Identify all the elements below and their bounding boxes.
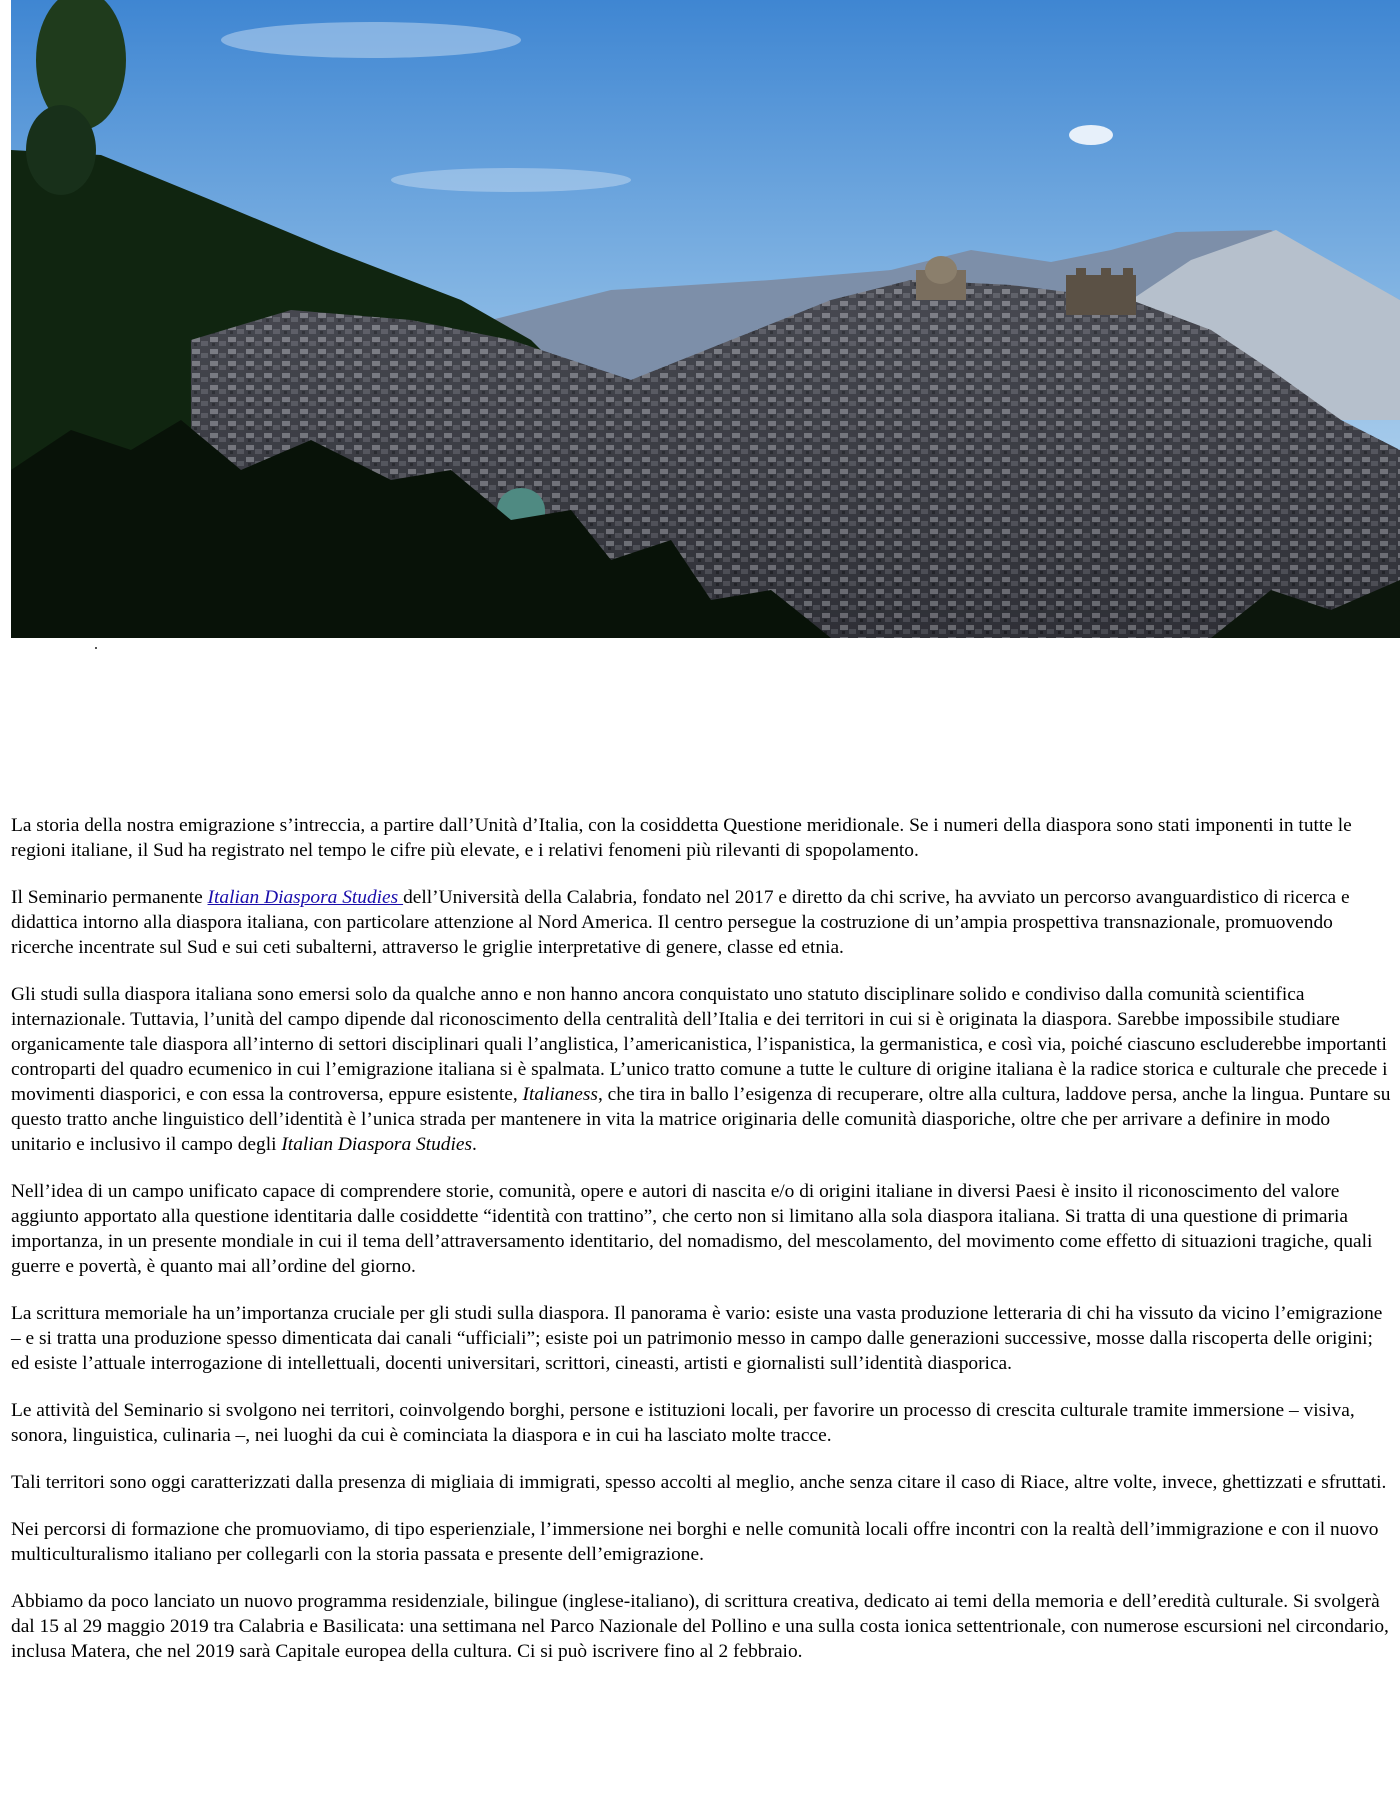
paragraph-6: Le attività del Seminario si svolgono nei territori, coinvolgendo borghi, persone e istituzioni locali, per favorire un processo di crescita culturale tramite immersione – visiva, sonora, linguistica, culinaria –, nei luoghi da cui è cominciata la diaspora e in cui ha lasciato molte tracce. xyxy=(11,1400,1355,1446)
paragraph-2-start: Il Seminario permanente xyxy=(11,887,208,908)
paragraph-4: Nell’idea di un campo unificato capace di comprendere storie, comunità, opere e autori di nascita e/o di origini italiane in diversi Paesi è insito il riconoscimento del valore aggiunto apportato alla questione identitaria dalle cosiddette “identità con trattino”, che certo non si limitano alla sola diaspora italiana. Si tratta di una questione di primaria importanza, in un presente mondiale in cui il tema dell’attraversamento identitario, del nomadismo, del mescolamento, del movimento come effetto di situazioni tragiche, quali guerre e povertà, è quanto mai all’ordine del giorno. xyxy=(11,1181,1373,1277)
paragraph-1: La storia della nostra emigrazione s’intreccia, a partire dall’Unità d’Italia, con la cosiddetta Questione meridionale. Se i numeri della diaspora sono stati imponenti in tutte le regioni italiane, il Sud ha registrato nel tempo le cifre più elevate, e i relativi fenomeni più rilevanti di spopolamento. xyxy=(11,815,1352,861)
hero-image xyxy=(11,0,1400,638)
italian-diaspora-studies-term: Italian Diaspora Studies xyxy=(281,1134,473,1155)
stray-dot xyxy=(95,647,97,649)
paragraph-7: Tali territori sono oggi caratterizzati dalla presenza di migliaia di immigrati, spesso accolti al meglio, anche senza citare il caso di Riace, altre volte, invece, ghettizzati e sfruttati. xyxy=(11,1472,1387,1493)
paragraph-2-rest: dell’Università della Calabria, fondato nel 2017 e diretto da chi scrive, ha avviato un percorso avanguardistico di ricerca e didattica intorno alla diaspora italiana, con particolare attenzione al Nord America. Il centro persegue la costruzione di un’ampia prospettiva transnazionale, promuovendo ricerche incentrate sul Sud e sui ceti subalterni, attraverso le griglie interpretative di genere, classe ed etnia. xyxy=(11,887,1350,958)
paragraph-3-part3: . xyxy=(472,1134,477,1155)
italianess-term: Italianess xyxy=(522,1084,598,1105)
paragraph-8: Nei percorsi di formazione che promuoviamo, di tipo esperienziale, l’immersione nei borghi e nelle comunità locali offre incontri con la realtà dell’immigrazione e con il nuovo multiculturalismo italiano per collegarli con la storia passata e presente dell’emigrazione. xyxy=(11,1519,1379,1565)
paragraph-3-part2: , che tira in ballo l’esigenza di recuperare, oltre alla cultura, laddove persa, anche la lingua. Puntare su questo tratto anche linguistico dell’identità è l’unica strada per mantenere in vita la matrice originaria delle comunità diasporiche, oltre che per arrivare a definire in modo unitario e inclusivo il campo degli xyxy=(11,1084,1391,1155)
article-body xyxy=(11,813,1391,1686)
hilltop-village-photo xyxy=(11,0,1400,638)
paragraph-3 xyxy=(11,982,1391,1157)
paragraph-2 xyxy=(11,885,1391,960)
paragraph-3-part1: Gli studi sulla diaspora italiana sono emersi solo da qualche anno e non hanno ancora conquistato uno statuto disciplinare solido e condiviso dalla comunità scientifica internazionale. Tuttavia, l’unità del campo dipende dal riconoscimento della centralità dell’Italia e dei territori in cui si è originata la diaspora. Sarebbe impossibile studiare organicamente tale diaspora all’interno di settori disciplinari quali l’anglistica, l’americanistica, l’ispanistica, la germanistica, e così via, poiché ciascuno escluderebbe importanti controparti del quadro ecumenico in cui l’emigrazione italiana si è spalmata. L’unico tratto comune a tutte le culture di origine italiana è la radice storica e culturale che precede i movimenti diasporici, e con essa la controversa, eppure esistente, xyxy=(11,984,1388,1105)
paragraph-5: La scrittura memoriale ha un’importanza cruciale per gli studi sulla diaspora. Il panorama è vario: esiste una vasta produzione letteraria di chi ha vissuto da vicino l’emigrazione – e si tratta una produzione spesso dimenticata dai canali “ufficiali”; esiste poi un patrimonio messo in campo dalle generazioni successive, mosse dalla riscoperta delle origini; ed esiste l’attuale interrogazione di intellettuali, docenti universitari, scrittori, cineasti, artisti e giornalisti sull’identità diasporica. xyxy=(11,1303,1383,1374)
italian-diaspora-studies-link[interactable]: Italian Diaspora Studies xyxy=(207,887,404,908)
paragraph-9: Abbiamo da poco lanciato un nuovo programma residenziale, bilingue (inglese-italiano), di scrittura creativa, dedicato ai temi della memoria e dell’eredità culturale. Si svolgerà dal 15 al 29 maggio 2019 tra Calabria e Basilicata: una settimana nel Parco Nazionale del Pollino e una sulla costa ionica settentrionale, con numerose escursioni nel circondario, inclusa Matera, che nel 2019 sarà Capitale europea della cultura. Ci si può iscrivere fino al 2 febbraio. xyxy=(11,1591,1389,1662)
